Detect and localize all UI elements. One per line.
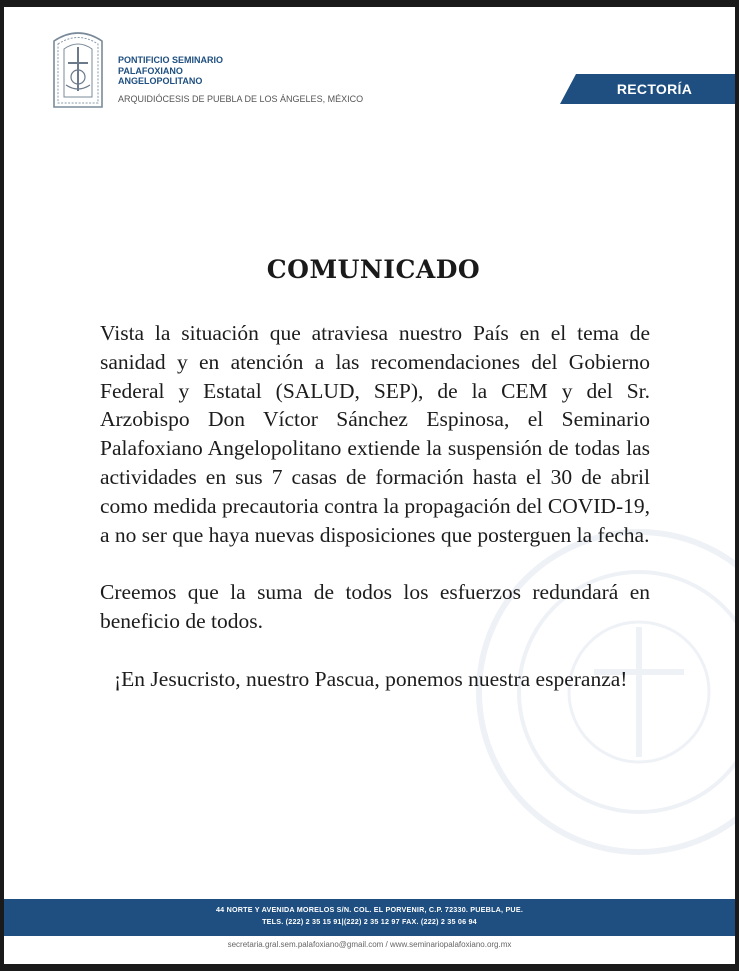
body-paragraph: Vista la situación que atraviesa nuestro País en el tema de sanidad y en atención a las recomendaciones del Gobierno Federal y Estatal (SALUD, SEP), de la CEM y del Sr. Arzobispo Don Víctor Sánchez Espinosa, el Seminario Palafoxiano Angelopolitano extiende la suspensión de todas las actividades en sus 7 casas de formación hasta el 30 de abril como medida precautoria contra la propagación del COVID-19, a no ser que haya nuevas disposiciones que posterguen la fecha. xyxy=(100,321,650,547)
institution-name xyxy=(118,55,223,87)
document-title: COMUNICADO xyxy=(266,255,481,284)
seminary-seal-logo xyxy=(46,27,110,111)
institution-line: PALAFOXIANO xyxy=(118,65,183,76)
department-label: RECTORÍA xyxy=(616,81,693,97)
footer-address: 44 NORTE Y AVENIDA MORELOS S/N. COL. EL PORVENIR, C.P. 72330. PUEBLA, PUE. xyxy=(215,905,524,914)
closing-paragraph: ¡En Jesucristo, nuestro Pascua, ponemos nuestra esperanza! xyxy=(114,666,628,691)
communique-body xyxy=(100,319,650,723)
institution-line: ANGELOPOLITANO xyxy=(118,76,203,86)
institution-line: PONTIFICIO SEMINARIO xyxy=(118,55,224,65)
body-paragraph: Creemos que la suma de todos los esfuerzos redundará en beneficio de todos. xyxy=(100,580,650,634)
archdiocese-line: ARQUIDIÓCESIS DE PUEBLA DE LOS ÁNGELES, MÉXICO xyxy=(118,94,364,104)
letterhead-page xyxy=(4,7,735,964)
footer-contact: secretaria.gral.sem.palafoxiano@gmail.com / www.seminariopalafoxiano.org.mx xyxy=(227,940,512,949)
footer-phones: TELS. (222) 2 35 15 91|(222) 2 35 12 97 FAX. (222) 2 35 06 94 xyxy=(262,917,477,926)
